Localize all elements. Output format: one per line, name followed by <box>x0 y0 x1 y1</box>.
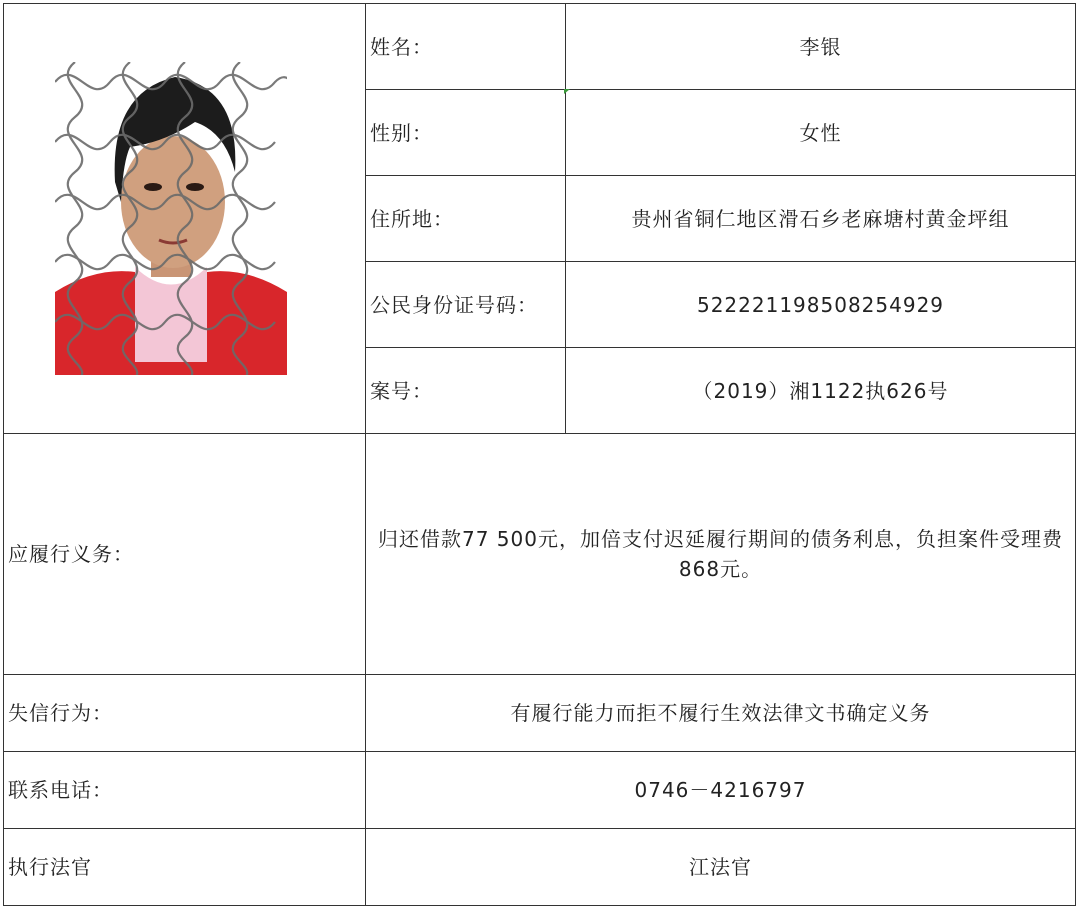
info-table <box>3 3 1076 906</box>
row-judge <box>4 829 1076 906</box>
row-duty <box>4 434 1076 675</box>
duty-value: 归还借款77 500元，加倍支付迟延履行期间的债务利息，负担案件受理费868元。 <box>366 434 1076 675</box>
gender-label: 性别： <box>366 90 566 176</box>
behavior-value: 有履行能力而拒不履行生效法律文书确定义务 <box>366 675 1076 752</box>
id-number-label: 公民身份证号码： <box>366 262 566 348</box>
behavior-label: 失信行为： <box>4 675 366 752</box>
judge-value: 江法官 <box>366 829 1076 906</box>
case-number-label: 案号： <box>366 348 566 434</box>
name-value: 李银 <box>566 4 1076 90</box>
contact-label: 联系电话： <box>4 752 366 829</box>
judge-label: 执行法官 <box>4 829 366 906</box>
row-name <box>4 4 1076 90</box>
row-contact <box>4 752 1076 829</box>
duty-label: 应履行义务： <box>4 434 366 675</box>
address-label: 住所地： <box>366 176 566 262</box>
name-label: 姓名： <box>366 4 566 90</box>
photo-cell <box>4 4 366 434</box>
id-number-value: 522221198508254929 <box>566 262 1076 348</box>
cell-marker-icon <box>564 89 570 94</box>
gender-value: 女性 <box>566 90 1076 176</box>
portrait-photo <box>55 62 287 375</box>
address-value: 贵州省铜仁地区滑石乡老麻塘村黄金坪组 <box>566 176 1076 262</box>
contact-value: 0746－4216797 <box>366 752 1076 829</box>
dishonest-debtor-notice <box>3 3 1075 903</box>
row-behavior <box>4 675 1076 752</box>
portrait-icon <box>55 62 287 375</box>
case-number-value: （2019）湘1122执626号 <box>566 348 1076 434</box>
